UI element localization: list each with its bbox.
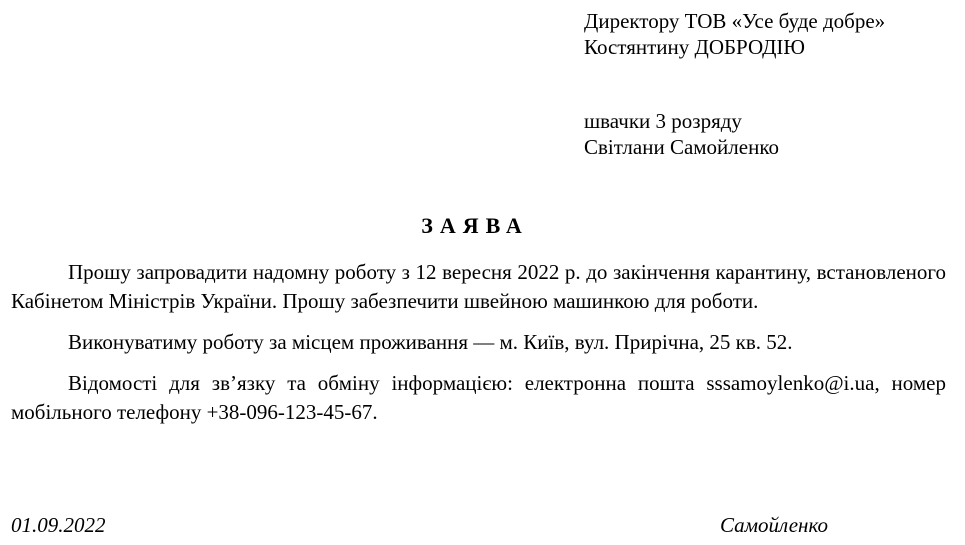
addressee-name: Костянтину ДОБРОДІЮ [584,35,806,59]
signature: Самойленко [720,513,828,537]
paragraph-contacts: Відомості для зв’язку та обміну інформацією: електронна пошта sssamoylenko@i.ua, номер мобільного телефону +38-096-123-45-67. [11,371,946,424]
sender-position: швачки 3 розряду [584,109,742,133]
paragraph-request: Прошу запровадити надомну роботу з 12 вересня 2022 р. до закінчення карантину, встановленого Кабінетом Міністрів України. Прошу забезпечити швейною машинкою для роботи. [11,260,946,313]
paragraph-location: Виконуватиму роботу за місцем проживання — м. Київ, вул. Прирічна, 25 кв. 52. [68,330,793,354]
document-body [11,258,946,439]
addressee-position: Директору ТОВ «Усе буде добре» [584,9,886,33]
addressee-block [584,8,885,60]
sender-name: Світлани Самойленко [584,135,779,159]
document-date: 01.09.2022 [11,513,106,537]
sender-block [584,108,779,160]
document-title: ЗАЯВА [421,213,529,238]
